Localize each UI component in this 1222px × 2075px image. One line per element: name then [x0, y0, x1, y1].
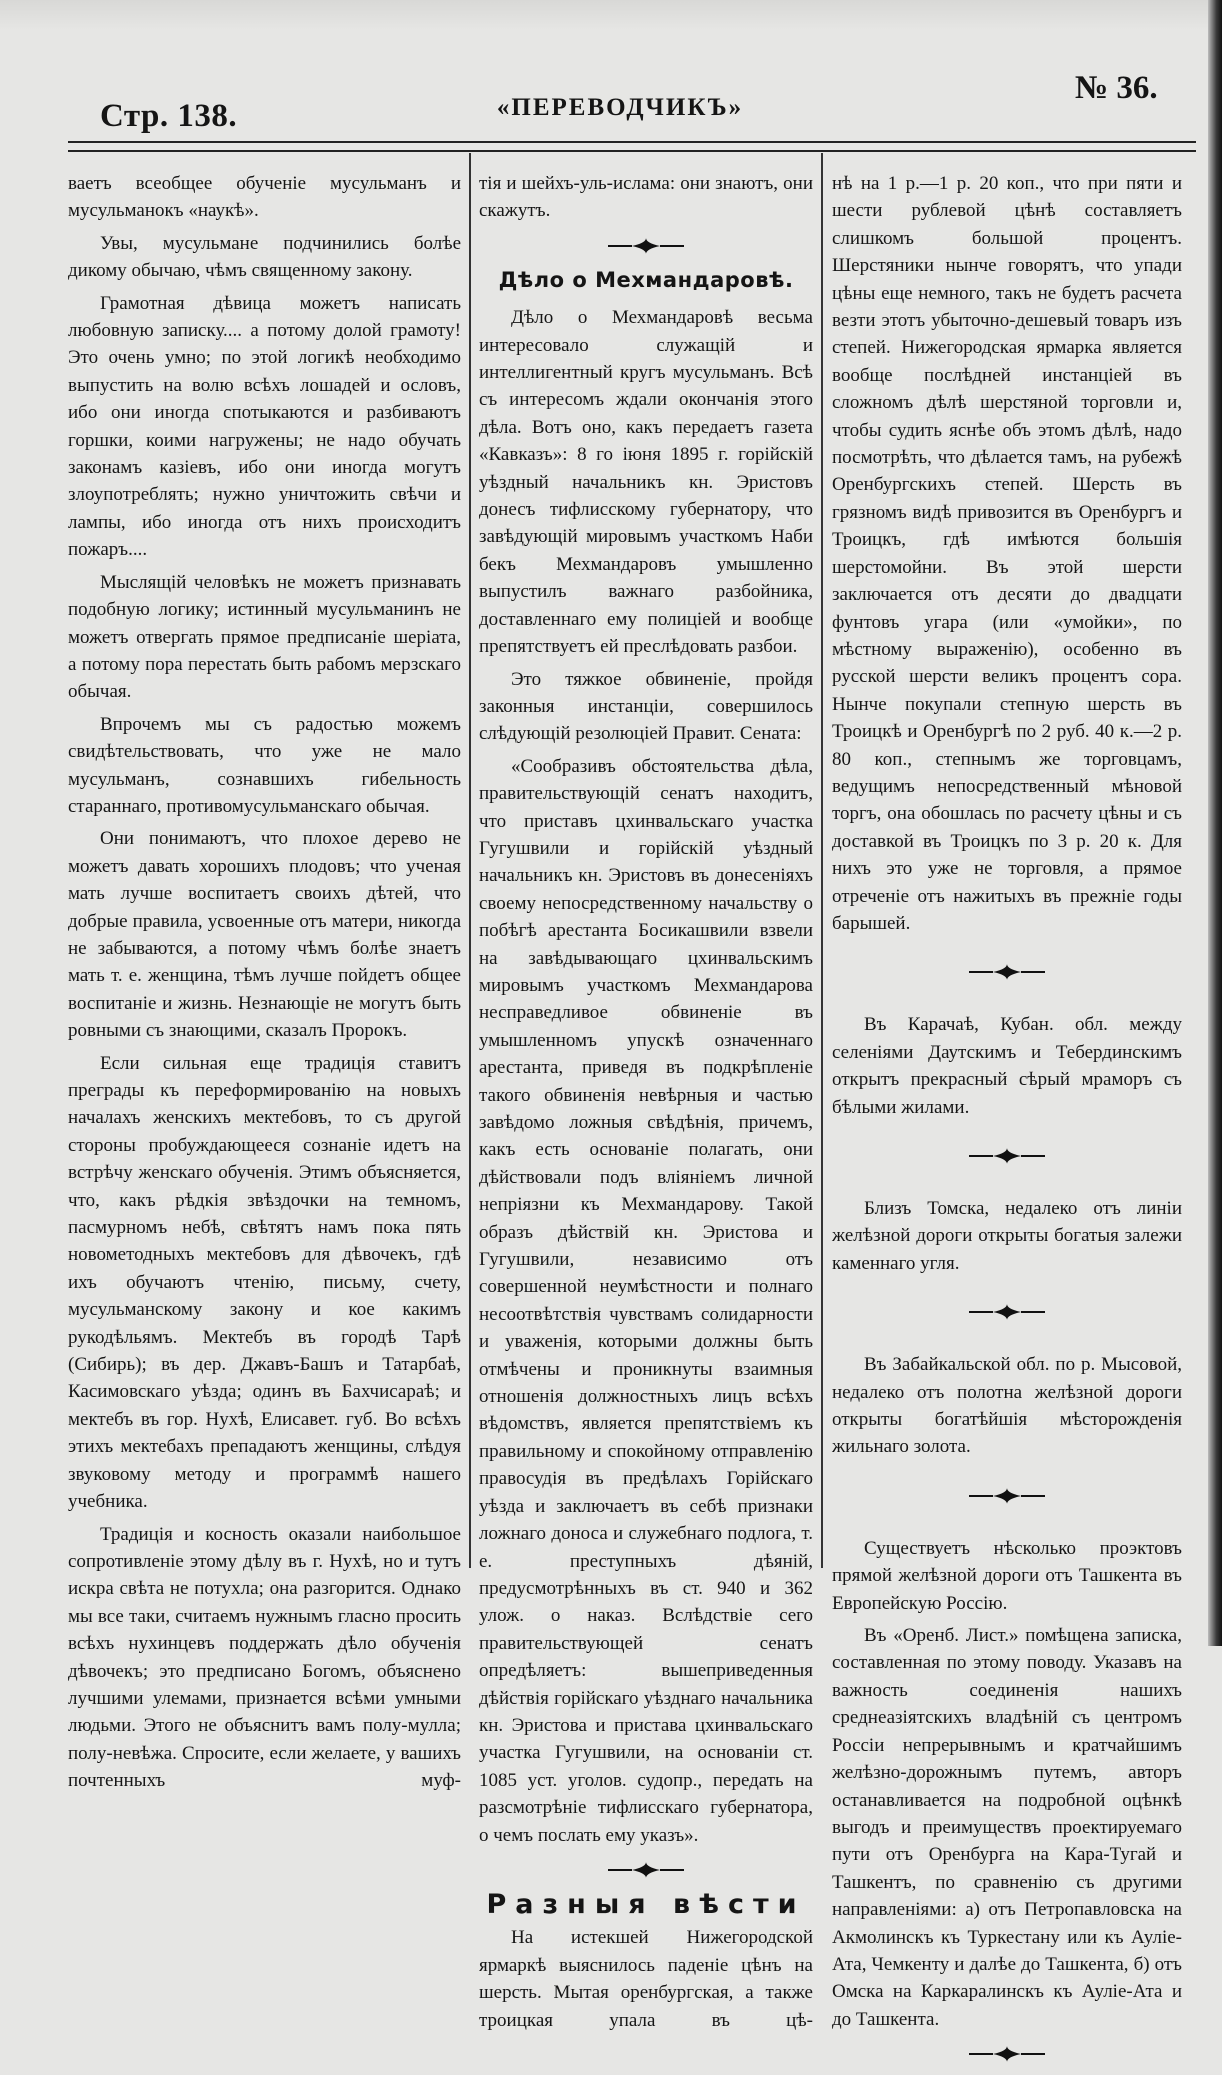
ornament-separator-icon	[967, 963, 1047, 981]
ornament-separator-icon	[967, 1487, 1047, 1505]
paragraph: Впрочемъ мы съ радостью можемъ свидѣтельствовать, что уже не мало мусульманъ, сознавшихъ гибельность стараннаго, противомусульманскаго обычая.	[68, 713, 461, 817]
paragraph: Грамотная дѣвица можетъ написать любовную записку.... а потому долой грамоту! Это очень умно; по этой логикѣ необходимо выпустить на волю всѣхъ лошадей и ословъ, ибо они иногда спотыкаются и разбиваютъ горшки, коими нагружены; не надо обучать законамъ казіевъ, ибо они иногда могутъ злоупотреблять; нужно уничтожить свѣчи и лампы, ибо иногда отъ нихъ происходитъ пожаръ....	[68, 292, 461, 561]
paragraph: Они понимаютъ, что плохое дерево не можетъ давать хорошихъ плодовъ; что ученая мать лучше воспитаетъ своихъ дѣтей, что добрые правила, усвоенные отъ матери, никогда не забываются, а потому чѣмъ болѣе знаетъ мать т. е. женщина, тѣмъ лучше пойдетъ общее воспитаніе и жизнь. Незнающіе не могутъ быть ровными съ знающими, сказалъ Пророкъ.	[68, 828, 461, 1042]
paragraph: Мыслящій человѣкъ не можетъ признавать подобную логику; истинный мусульманинъ не можетъ отвергать прямое предписаніе шеріата, а потому пора перестать быть рабомъ мерзскаго обычая.	[68, 571, 461, 703]
issue-number: № 36.	[1075, 70, 1158, 106]
paragraph: Это тяжкое обвиненіе, пройдя законныя инстанціи, совершилось слѣдующій резолюціей Правит. Сената:	[479, 668, 813, 745]
paragraph: нѣ на 1 р.—1 р. 20 коп., что при пяти и шести рублевой цѣнѣ составляетъ слишкомъ большой процентъ. Шерстяники нынче говорятъ, что упади цѣны еще немного, такъ не будетъ расчета везти этотъ убыточно-дешевый товаръ изъ степей. Нижегородская ярмарка является вообще послѣдней инстанціей въ сложномъ дѣлѣ шерстяной торговли и, чтобы судить яснѣе объ этомъ дѣлѣ, надо посмотрѣть, что дѣлается тамъ, на рубежѣ Оренбургскихъ степей. Шерсть въ грязномъ видѣ привозится въ Оренбургъ и Троицкъ, гдѣ имѣются большія шерстомойни. Въ этой шерсти заключается отъ десяти до двадцати фунтовъ угара (или «умойки», по мѣстному выраженію), особенно въ русской шерсти великъ процентъ сора. Нынче покупали степную шерсть въ Троицкѣ и Оренбургѣ по 2 руб. 40 к.—2 р. 80 коп., степнымъ же торговцамъ, ведущимъ непосредственный мѣновой торгъ, она обошлась по расчету цѣны и съ доставкой въ Троицкъ по 3 р. 20 к. Для нихъ это уже не торговля, а прямое отреченіе отъ нажитыхъ въ прежніе годы барышей.	[832, 173, 1182, 934]
paragraph: Если сильная еще традиція ставитъ преграды къ переформированію на новыхъ началахъ женскихъ мектебовъ, то съ другой стороны пробуждающееся сознаніе идетъ на встрѣчу женскаго обученія. Этимъ объясняется, что, какъ рѣдкія звѣздочки на темномъ, пасмурномъ небѣ, свѣтятъ намъ пока пять новометодныхъ мектебовъ для дѣвочекъ, гдѣ ихъ обучаютъ чтенію, письму, счету, мусульманскому закону и кое какимъ рукодѣльямъ. Мектебъ въ городѣ Тарѣ (Сибирь); въ дер. Джавъ-Башъ и Татарбаѣ, Касимовскаго уѣзда; одинъ въ Бахчисараѣ; и мектебъ въ гор. Нухѣ, Елисавет. губ. Во всѣхъ этихъ мектебахъ препадаютъ женщины, слѣдуя звуковому методу и программѣ нашего учебника.	[68, 1052, 461, 1513]
scan-right-edge	[1208, 0, 1222, 1646]
news-item: Въ «Оренб. Лист.» помѣщена записка, составленная по этому поводу. Указавъ на важность соединенія нашихъ среднеазіятскихъ владѣній съ центромъ Россіи непрерывнымъ и кратчайшимъ желѣзно-дорожнымъ путемъ, авторъ останавливается на подробной оцѣнкѣ выгодъ и преимуществъ проектируемаго пути отъ Оренбурга на Кара-Тугай и Ташкентъ, по сравненію съ другими направленіями: а) отъ Петропавловска на Акмолинскъ къ Туркестану или къ Ауліе-Ата, Чемкенту и далѣе до Ташкента, б) отъ Омска на Каркаралинскъ къ Ауліе-Ата и до Ташкента.	[832, 1625, 1182, 2030]
column-2	[479, 170, 813, 2039]
paragraph: Традиція и косность оказали наибольшое сопротивленіе этому дѣлу въ г. Нухѣ, но и тутъ искра свѣта не потухла; она разгорится. Однако мы все таки, считаемъ нужнымъ гласно просить всѣхъ нухинцевъ поддержать дѣло обученія дѣвочекъ; это предписано Богомъ, объяснено лучшими улемами, признается всѣми умными людьми. Этого не объяснитъ вамъ полу-мулла; полу-невѣжа. Спросите, если желаете, у вашихъ почтенныхъ муф-	[68, 1523, 461, 1792]
paragraph: тія и шейхъ-уль-ислама: они знаютъ, они скажутъ.	[479, 173, 813, 222]
column-3	[832, 170, 1182, 2075]
news-item: Близъ Томска, недалеко отъ линіи желѣзной дороги открыты богатыя залежи каменнаго угля.	[832, 1198, 1182, 1274]
paragraph: ваетъ всеобщее обученіе мусульманъ и мусульманокъ «наукѣ».	[68, 173, 461, 222]
header-rule	[68, 141, 1196, 143]
column-1	[68, 170, 461, 1800]
news-item: Существуетъ нѣсколько проэктовъ прямой желѣзной дороги отъ Ташкента въ Европейскую Россію.	[832, 1537, 1182, 1614]
paragraph: Увы, мусульмане подчинились болѣе дикому обычаю, чѣмъ священному закону.	[68, 232, 461, 282]
section-title: Разныя вѣсти	[486, 1888, 806, 1920]
ornament-separator-icon	[967, 2045, 1047, 2063]
ornament-separator-icon	[606, 1861, 686, 1879]
ornament-separator-icon	[606, 237, 686, 255]
ornament-separator-icon	[967, 1147, 1047, 1165]
newspaper-title: «ПЕРЕВОДЧИКЪ»	[496, 94, 744, 121]
ornament-separator-icon	[967, 1303, 1047, 1321]
column-divider	[469, 153, 471, 1568]
paragraph: «Сообразивъ обстоятельства дѣла, правительствующій сенатъ находитъ, что приставъ цхинвальскаго участка Гугушвили и горійскій уѣздный начальникъ кн. Эристовъ въ донесеніяхъ своему непосредственному начальству о побѣгѣ арестанта Босикашвили взвели на завѣдывающаго цхинвальскимъ мировымъ участкомъ Мехмандарова несправедливое обвиненіе въ умышленномъ упускѣ означеннаго арестанта, приведя въ подкрѣпленіе такого обвиненія невѣрныя и частью завѣдомо ложныя свѣдѣнія, причемъ, какъ есть основаніе полагать, они дѣйствовали подъ вліяніемъ личной непріязни къ Мехмандарову. Такой образъ дѣйствій кн. Эристова и Гугушвили, независимо отъ совершенной неумѣстности и полнаго несоотвѣтствія чувствамъ солидарности и уваженія, которыми должны быть отмѣчены и проникнуты взаимныя отношенія должностныхъ лицъ всѣхъ вѣдомствъ, является препятствіемъ къ правильному и спокойному отправленію правосудія въ предѣлахъ Горійскаго уѣзда и заключаетъ въ себѣ признаки ложнаго доноса и служебнаго подлога, т. е. преступныхъ дѣяній, предусмотрѣнныхъ въ ст. 940 и 362 улож. о наказ. Вслѣдствіе сего правительствующей сенатъ опредѣляетъ: вышеприведенныя дѣйствія горійскаго уѣзднаго начальника кн. Эристова и пристава цхинвальскаго участка Гугушвили, на основаніи ст. 1085 уст. уголов. судопр., передать на разсмотрѣніе тифлисскаго губернатора, о чемъ послать ему указъ».	[479, 755, 813, 1846]
article-title: Дѣло о Мехмандаровѣ.	[498, 267, 794, 292]
news-item: Въ Забайкальской обл. по р. Мысовой, недалеко отъ полотна желѣзной дороги открыты богатѣйшія мѣсторожденія жильнаго золота.	[832, 1354, 1182, 1458]
paragraph: На истекшей Нижегородской ярмаркѣ выяснилось паденіе цѣнъ на шерсть. Мытая оренбургская, а также троицкая упала въ цѣ-	[479, 1927, 813, 2031]
scan-top-shading	[0, 0, 1222, 30]
paragraph: Дѣло о Мехмандаровѣ весьма интересовало служащій и интеллигентный кругъ мусульманъ. Всѣ съ интересомъ ждали окончанія этого дѣла. Вотъ оно, какъ передаетъ газета «Кавказъ»: 8 го іюня 1895 г. горійскій уѣздный начальникъ кн. Эристовъ донесъ тифлисскому губернатору, что завѣдующій мировымъ участкомъ Наби бекъ Мехмандаровъ умышленно выпустилъ важнаго разбойника, доставленнаго ему полиціей и вообще препятствуетъ ей преслѣдовать разбои.	[479, 307, 813, 658]
header-rule	[68, 150, 1196, 152]
column-divider	[821, 153, 823, 1568]
page-number: Стр. 138.	[100, 98, 238, 134]
news-item: Въ Карачаѣ, Кубан. обл. между селеніями Даутскимъ и Тебердинскимъ открытъ прекрасный сѣрый мраморъ съ бѣлыми жилами.	[832, 1014, 1182, 1118]
